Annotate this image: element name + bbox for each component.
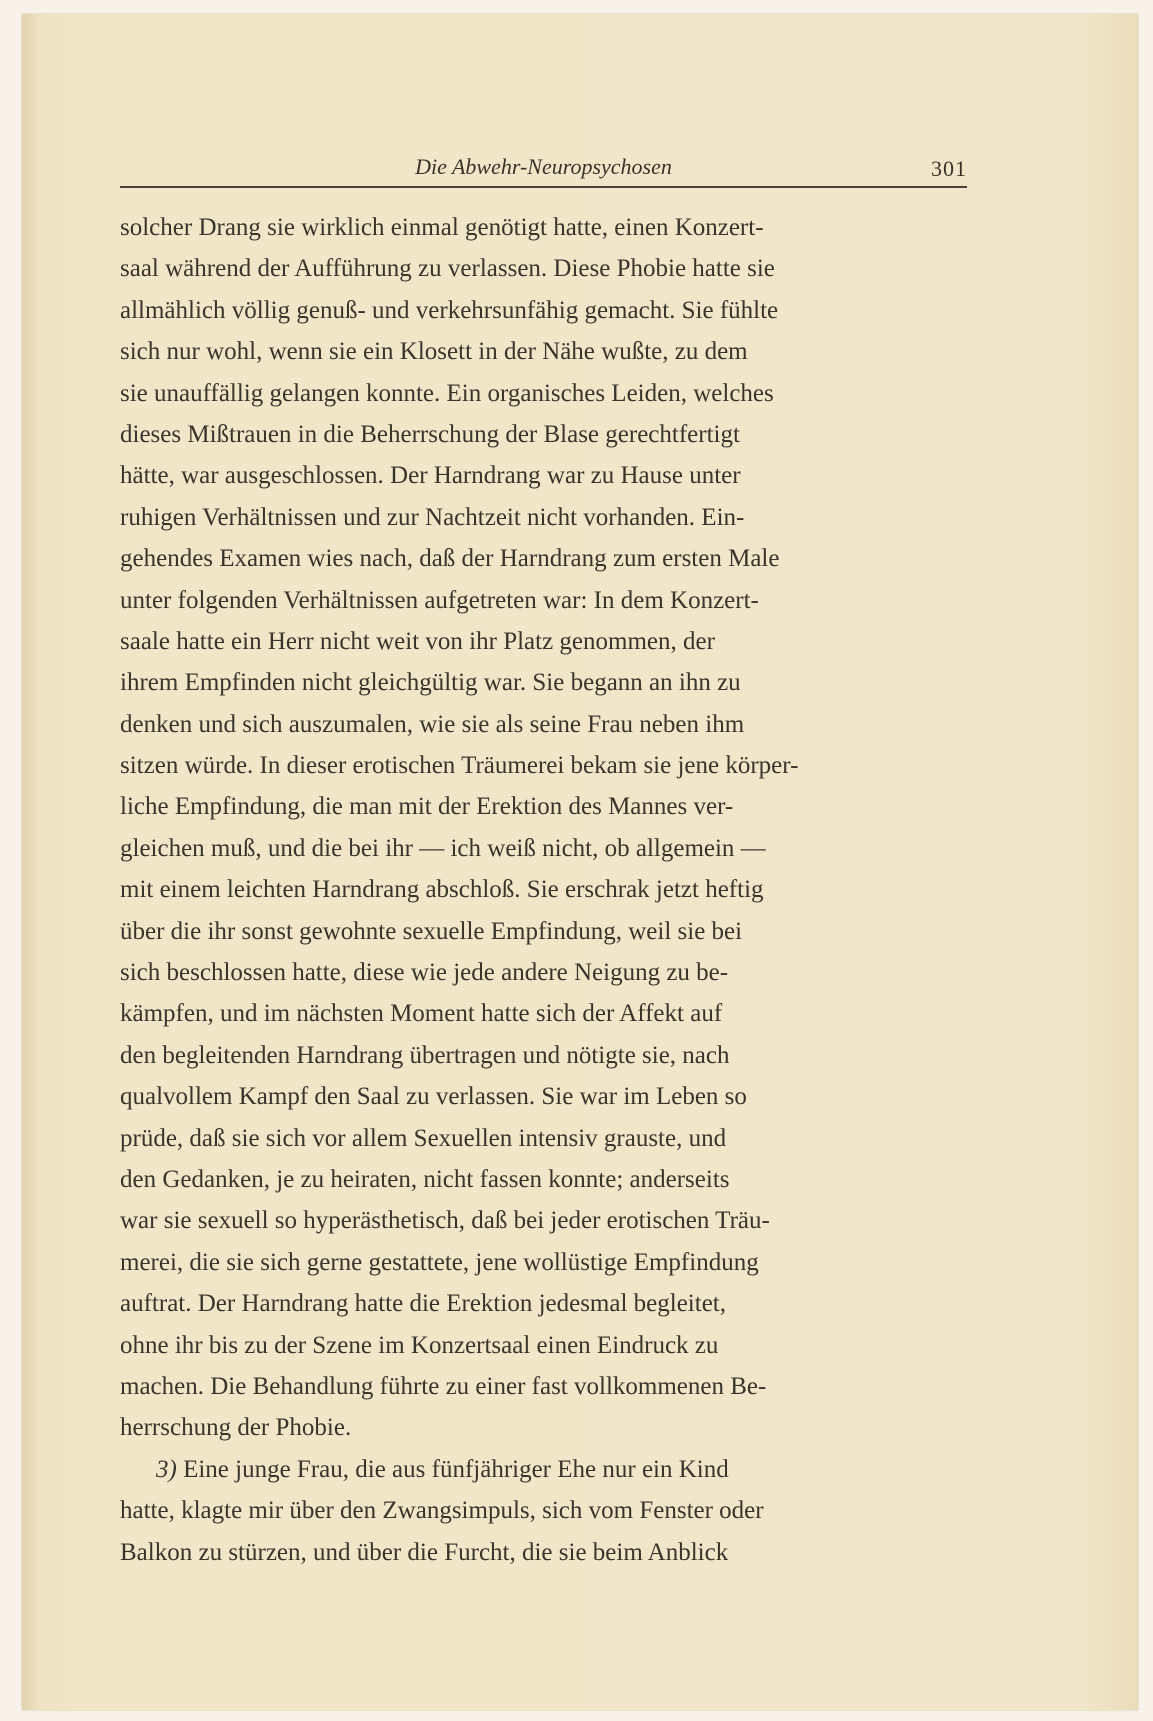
text-line: ihrem Empfinden nicht gleichgültig war. Sie begann an ihn zu [120,669,741,697]
text-line: machen. Die Behandlung führte zu einer fast vollkommenen Be- [120,1372,767,1400]
text-line: dieses Mißtrauen in die Beherrschung der Blase gerechtfertigt [120,420,740,448]
text-line: sitzen würde. In dieser erotischen Träumerei bekam sie jene körper- [120,752,799,780]
text-line: kämpfen, und im nächsten Moment hatte sich der Affekt auf [120,1000,723,1028]
text-line: den begleitenden Harndrang übertragen und nötigte sie, nach [120,1041,730,1069]
body-text [120,207,967,1573]
text-line: war sie sexuell so hyperästhetisch, daß bei jeder erotischen Träu- [120,1207,770,1235]
text-line: merei, die sie sich gerne gestattete, jene wollüstige Empfindung [120,1248,759,1276]
text-line: gehendes Examen wies nach, daß der Harndrang zum ersten Male [120,545,780,573]
text-line: liche Empfindung, die man mit der Erektion des Mannes ver- [120,793,734,821]
page-number: 301 [931,156,967,181]
line-text: Eine junge Frau, die aus fünfjähriger Ehe nur ein Kind [183,1455,729,1483]
text-line: solcher Drang sie wirklich einmal genötigt hatte, einen Konzert- [120,214,764,241]
text-line: herrschung der Phobie. [120,1414,352,1442]
header-rule [120,186,967,188]
text-line: mit einem leichten Harndrang abschloß. Sie erschrak jetzt heftig [120,876,764,904]
text-line: Balkon zu stürzen, und über die Furcht, die sie beim Anblick [120,1538,729,1566]
text-line: unter folgenden Verhältnissen aufgetreten war: In dem Konzert- [120,586,759,614]
text-line: sie unauffällig gelangen konnte. Ein organisches Leiden, welches [120,379,774,407]
text-line: allmählich völlig genuß- und verkehrsunfähig gemacht. Sie fühlte [120,296,779,324]
text-line: sich beschlossen hatte, diese wie jede andere Neigung zu be- [120,959,729,987]
text-line: ohne ihr bis zu der Szene im Konzertsaal einen Eindruck zu [120,1331,719,1359]
text-line: saal während der Aufführung zu verlassen. Diese Phobie hatte sie [120,255,775,283]
case-number: 3) [156,1455,177,1483]
text-line: den Gedanken, je zu heiraten, nicht fassen konnte; anderseits [120,1165,730,1193]
text-line: saale hatte ein Herr nicht weit von ihr Platz genommen, der [120,627,715,655]
text-line: über die ihr sonst gewohnte sexuelle Empfindung, weil sie bei [120,917,743,945]
text-line: auftrat. Der Harndrang hatte die Erektion jedesmal begleitet, [120,1290,726,1318]
text-line: denken und sich auszumalen, wie sie als seine Frau neben ihm [120,710,745,738]
text-line: sich nur wohl, wenn sie ein Klosett in der Nähe wußte, zu dem [120,338,748,366]
running-header [120,150,967,184]
text-line: prüde, daß sie sich vor allem Sexuellen intensiv grauste, und [120,1124,727,1152]
text-line [120,1449,967,1490]
text-line: hätte, war ausgeschlossen. Der Harndrang war zu Hause unter [120,462,741,490]
running-title: Die Abwehr-Neuropsychosen [415,154,672,179]
text-line: ruhigen Verhältnissen und zur Nachtzeit nicht vorhanden. Ein- [120,503,745,531]
text-line: hatte, klagte mir über den Zwangsimpuls, sich vom Fenster oder [120,1497,764,1525]
text-line: qualvollem Kampf den Saal zu verlassen. Sie war im Leben so [120,1083,747,1111]
text-line: gleichen muß, und die bei ihr — ich weiß nicht, ob allgemein — [120,834,766,862]
